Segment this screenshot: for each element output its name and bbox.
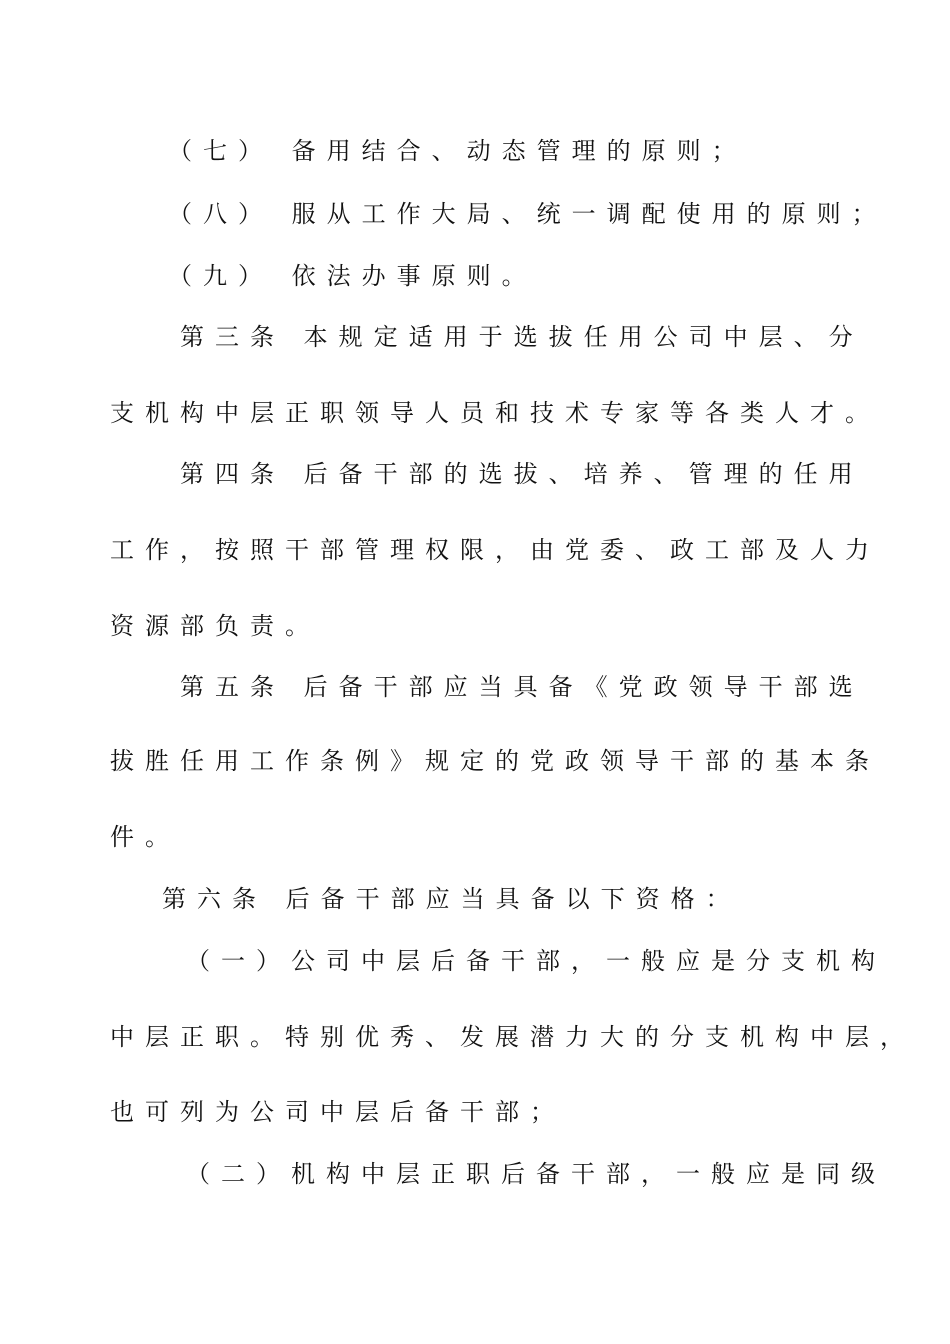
text-line: 也可列为公司中层后备干部； xyxy=(110,1098,565,1126)
text-line: 资源部负责。 xyxy=(110,612,320,640)
text-line: 支机构中层正职领导人员和技术专家等各类人才。 xyxy=(110,399,880,427)
text-line: 第三条 本规定适用于选拔任用公司中层、分 xyxy=(180,323,864,351)
text-line: （八） 服从工作大局、统一调配使用的原则； xyxy=(168,200,887,228)
text-line: （七） 备用结合、动态管理的原则； xyxy=(168,137,747,165)
text-line: （二）机构中层正职后备干部，一般应是同级 xyxy=(186,1160,886,1188)
text-line: 件。 xyxy=(110,823,180,851)
text-line: （一）公司中层后备干部，一般应是分支机构 xyxy=(186,947,886,975)
text-line: 第四条 后备干部的选拔、培养、管理的任用 xyxy=(180,460,864,488)
text-line: （九） 依法办事原则。 xyxy=(168,262,537,290)
text-line: 第五条 后备干部应当具备《党政领导干部选 xyxy=(180,673,864,701)
text-line: 中层正职。特别优秀、发展潜力大的分支机构中层， xyxy=(110,1023,915,1051)
text-line: 工作，按照干部管理权限，由党委、政工部及人力 xyxy=(110,536,880,564)
text-line: 拔胜任用工作条例》规定的党政领导干部的基本条 xyxy=(110,747,880,775)
text-line: 第六条 后备干部应当具备以下资格： xyxy=(162,885,741,913)
